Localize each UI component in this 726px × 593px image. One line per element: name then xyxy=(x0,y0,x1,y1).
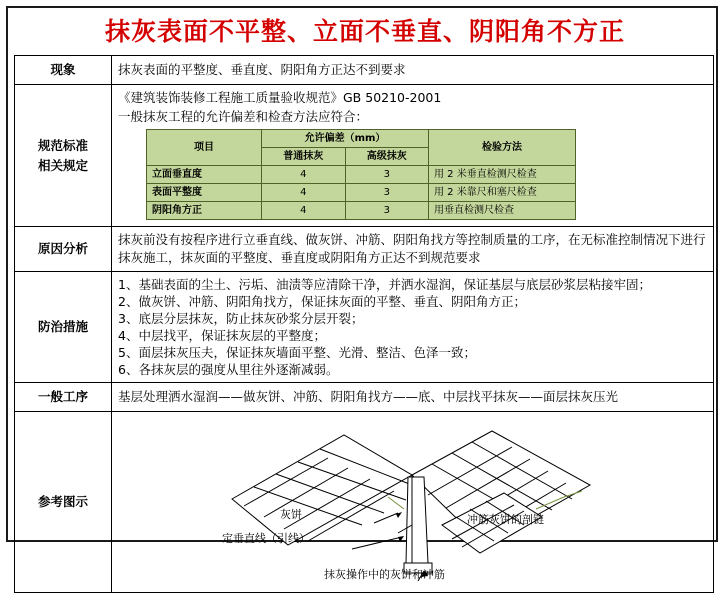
row-label-standard-line2: 相关规定 xyxy=(37,157,88,173)
standard-intro-line: 一般抹灰工程的允许偏差和检查方法应符合： xyxy=(118,109,369,124)
tolerance-item-1: 表面平整度 xyxy=(147,184,262,202)
row-content-process: 基层处理洒水湿润——做灰饼、冲筋、阴阳角找方——底、中层找平抹灰——面层抹灰压光 xyxy=(112,383,714,412)
tolerance-method-0: 用 2 米垂直检测尺检查 xyxy=(429,166,576,184)
main-table xyxy=(14,55,714,593)
row-label-cause: 原因分析 xyxy=(15,227,112,272)
table-row-measures xyxy=(15,272,714,383)
page-inner xyxy=(14,12,716,593)
reference-figure xyxy=(112,413,713,591)
table-row xyxy=(147,166,576,184)
tolerance-table xyxy=(146,129,576,220)
page-title: 抹灰表面不平整、立面不垂直、阴阳角不方正 xyxy=(104,17,625,46)
measure-item-2: 3、底层分层抹灰，防止抹灰砂浆分层开裂； xyxy=(118,311,364,326)
table-row-process xyxy=(15,383,714,412)
figure-annotation-0: 灰饼 xyxy=(280,508,302,521)
row-label-figure: 参考图示 xyxy=(15,412,112,593)
row-label-measures: 防治措施 xyxy=(15,272,112,383)
tolerance-item-0: 立面垂直度 xyxy=(147,166,262,184)
row-label-standard xyxy=(15,85,112,227)
tolerance-high-2: 3 xyxy=(345,202,429,220)
table-row-figure xyxy=(15,412,714,593)
row-content-figure xyxy=(112,412,714,593)
standard-code-line: 《建筑装饰装修工程施工质量验收规范》GB 50210-2001 xyxy=(118,90,442,105)
row-content-standard xyxy=(112,85,714,227)
measure-item-3: 4、中层找平，保证抹灰层的平整度； xyxy=(118,328,326,343)
table-row xyxy=(147,202,576,220)
figure-annotation-1: 定垂直线（引线） xyxy=(222,532,310,545)
measure-item-5: 6、各抹灰层的强度从里往外逐渐减弱。 xyxy=(118,362,339,377)
figure-drawing xyxy=(112,413,713,591)
row-label-process: 一般工序 xyxy=(15,383,112,412)
table-row-standard xyxy=(15,85,714,227)
table-row-phenomenon xyxy=(15,56,714,85)
tolerance-item-2: 阴阳角方正 xyxy=(147,202,262,220)
tolerance-method-2: 用垂直检测尺检查 xyxy=(429,202,576,220)
measure-item-0: 1、基础表面的尘土、污垢、油渍等应清除干净，并洒水湿润，保证基层与底层砂浆层粘接牢固； xyxy=(118,277,651,292)
tolerance-method-1: 用 2 米靠尺和塞尺检查 xyxy=(429,184,576,202)
table-row xyxy=(147,184,576,202)
tolerance-header-row-1 xyxy=(147,130,576,148)
figure-annotation-3: 抹灰操作中的灰饼和冲筋 xyxy=(324,568,445,581)
row-label-phenomenon: 现象 xyxy=(15,56,112,85)
tolerance-normal-0: 4 xyxy=(262,166,346,184)
tolerance-high-0: 3 xyxy=(345,166,429,184)
row-content-phenomenon: 抹灰表面的平整度、垂直度、阴阳角方正达不到要求 xyxy=(112,56,714,85)
tolerance-header-tolerance: 允许偏差（mm） xyxy=(262,130,429,148)
tolerance-subheader-high: 高级抹灰 xyxy=(345,148,429,166)
row-content-cause: 抹灰前没有按程序进行立垂直线、做灰饼、冲筋、阴阳角找方等控制质量的工序，在无标准控制情况下进行抹灰施工，抹灰面的平整度、垂直度或阴阳角方正达不到规范要求 xyxy=(112,227,714,272)
tolerance-high-1: 3 xyxy=(345,184,429,202)
tolerance-header-item: 项目 xyxy=(147,130,262,166)
table-row-cause xyxy=(15,227,714,272)
row-label-standard-line1: 规范标准 xyxy=(37,137,88,153)
tolerance-normal-1: 4 xyxy=(262,184,346,202)
tolerance-normal-2: 4 xyxy=(262,202,346,220)
tolerance-header-method: 检验方法 xyxy=(429,130,576,166)
tolerance-subheader-normal: 普通抹灰 xyxy=(262,148,346,166)
figure-annotation-2: 冲筋灰饼的剖链 xyxy=(467,513,544,526)
row-content-measures xyxy=(112,272,714,383)
measure-item-1: 2、做灰饼、冲筋、阴阳角找方，保证抹灰面的平整、垂直、阴阳角方正； xyxy=(118,294,526,309)
measure-item-4: 5、面层抹灰压夫，保证抹灰墙面平整、光滑、整洁、色泽一致； xyxy=(118,345,476,360)
